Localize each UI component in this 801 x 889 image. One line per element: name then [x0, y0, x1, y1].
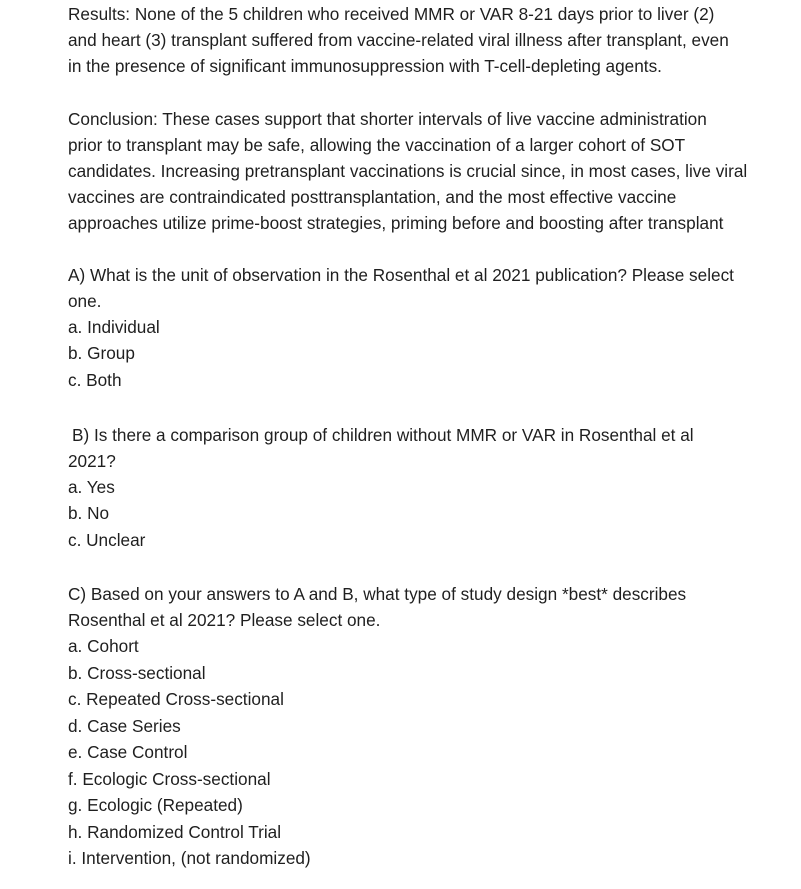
question-c-option: c. Repeated Cross-sectional [68, 689, 284, 709]
conclusion-line: approaches utilize prime-boost strategies, priming before and boosting after transplant [68, 213, 724, 233]
question-c-text: Rosenthal et al 2021? Please select one. [68, 610, 381, 630]
results-line: Results: None of the 5 children who received MMR or VAR 8-21 days prior to liver (2) [68, 4, 715, 24]
question-c-option: i. Intervention, (not randomized) [68, 848, 311, 868]
conclusion-line: Conclusion: These cases support that shorter intervals of live vaccine administration [68, 109, 707, 129]
question-c [68, 581, 686, 872]
question-b-option: c. Unclear [68, 529, 146, 550]
question-c-option: a. Cohort [68, 636, 139, 656]
question-a-option: c. Both [68, 369, 122, 390]
question-c-option: g. Ecologic (Repeated) [68, 795, 243, 815]
results-line: in the presence of significant immunosuppression with T-cell-depleting agents. [68, 56, 662, 76]
question-a-text: A) What is the unit of observation in the Rosenthal et al 2021 publication? Please select [68, 265, 734, 285]
question-b-option: b. No [68, 503, 110, 524]
conclusion-paragraph [68, 106, 747, 236]
question-c-option: b. Cross-sectional [68, 662, 206, 683]
question-c-text: C) Based on your answers to A and B, what type of study design *best* describes [68, 584, 687, 604]
question-b-text: B) Is there a comparison group of children without MMR or VAR in Rosenthal et al [72, 425, 694, 445]
question-c-option: h. Randomized Control Trial [68, 821, 282, 842]
conclusion-line: prior to transplant may be safe, allowing the vaccination of a larger cohort of SOT [68, 135, 686, 155]
results-line: and heart (3) transplant suffered from vaccine-related viral illness after transplant, even [68, 30, 729, 50]
conclusion-line: candidates. Increasing pretransplant vaccinations is crucial since, in most cases, live viral [68, 161, 748, 181]
question-c-option: f. Ecologic Cross-sectional [68, 768, 271, 789]
question-a-option: a. Individual [68, 317, 160, 337]
question-b-option: a. Yes [68, 477, 115, 497]
question-c-option: d. Case Series [68, 715, 181, 736]
results-paragraph [68, 1, 729, 79]
question-a-text: one. [68, 291, 102, 311]
question-b-text: 2021? [68, 451, 116, 471]
question-a [68, 262, 734, 393]
question-b [68, 422, 694, 553]
conclusion-line: vaccines are contraindicated posttransplantation, and the most effective vaccine [68, 187, 677, 207]
question-c-option: e. Case Control [68, 742, 188, 762]
question-a-option: b. Group [68, 343, 135, 364]
